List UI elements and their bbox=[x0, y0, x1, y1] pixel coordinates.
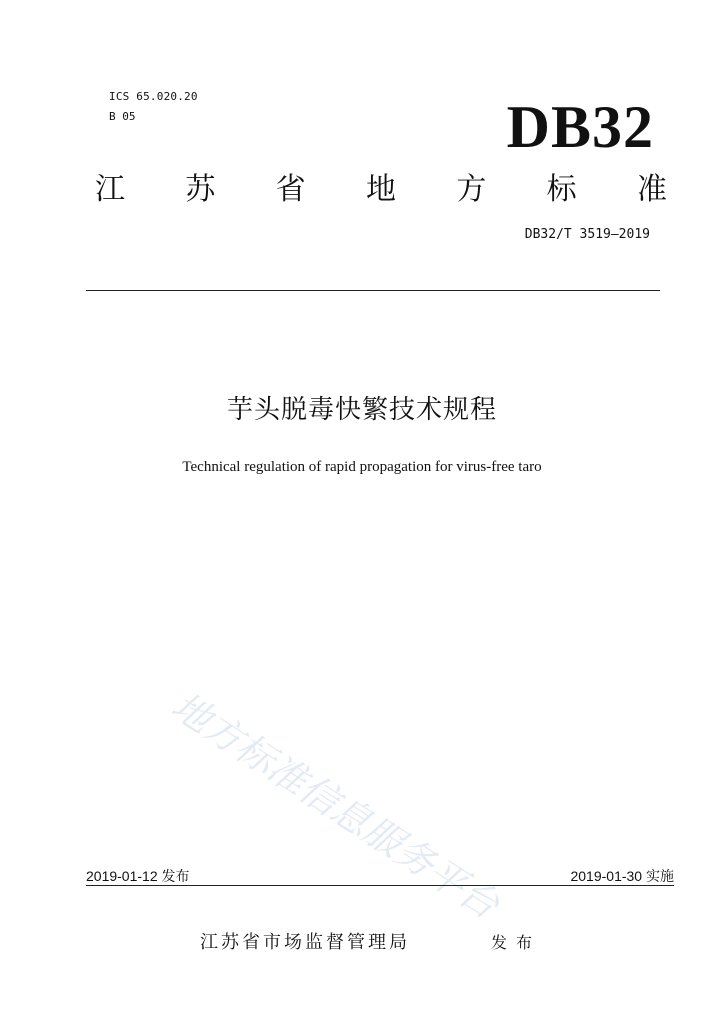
implementation-date: 2019-01-30 实施 bbox=[570, 868, 674, 884]
standard-number: DB32/T 3519—2019 bbox=[524, 227, 650, 242]
issuer-action: 发布 bbox=[491, 933, 542, 952]
issuing-authority: 江苏省市场监督管理局 bbox=[200, 932, 410, 953]
standard-type-char: 标 bbox=[546, 172, 577, 207]
standard-type-char: 方 bbox=[456, 172, 487, 207]
issue-date: 2019-01-12 发布 bbox=[86, 868, 190, 884]
watermark: 地方标准信息服务平台 bbox=[164, 683, 507, 928]
document-title-english: Technical regulation of rapid propagation for virus-free taro bbox=[182, 459, 542, 475]
standard-type-char: 苏 bbox=[185, 172, 216, 207]
ics-code: ICS 65.020.20 bbox=[109, 90, 198, 103]
standard-type-char: 江 bbox=[95, 172, 125, 207]
standard-type-heading bbox=[90, 170, 672, 210]
standard-type-char: 地 bbox=[365, 172, 396, 207]
document-title-chinese: 芋头脱毒快繁技术规程 bbox=[226, 395, 497, 425]
header-divider bbox=[86, 290, 660, 291]
footer-divider bbox=[86, 885, 674, 886]
standard-type-char: 省 bbox=[275, 172, 306, 207]
standard-type-char: 准 bbox=[636, 172, 667, 207]
db32-logo: DB32 bbox=[506, 94, 654, 160]
ccs-code: B 05 bbox=[109, 110, 136, 123]
